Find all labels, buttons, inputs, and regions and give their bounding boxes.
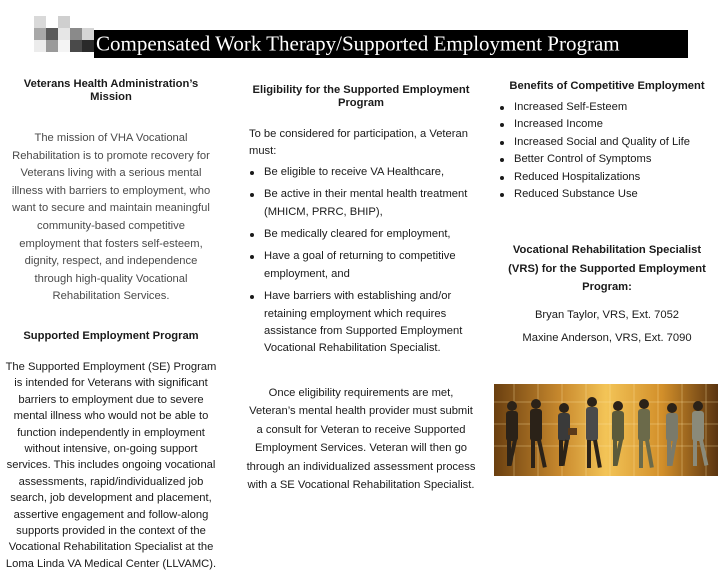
center-column — [246, 84, 476, 494]
list-item: Reduced Hospitalizations — [496, 169, 718, 186]
walking-figures-illustration — [494, 384, 718, 476]
eligibility-closing: Once eligibility requirements are met, Veteran’s mental health provider must submit a consult for Veteran to receive Supported Employment Services. Veteran will then go through an individualized assessment process with a SE Vocational Rehabilitation Specialist. — [246, 386, 476, 491]
veterans-walking-image — [494, 384, 718, 476]
list-item: Increased Self-Esteem — [496, 99, 718, 116]
list-item: Have barriers with establishing and/or retaining employment which requires assistance from Supported Employment Vocational Rehabilitation Specialist. — [246, 288, 476, 358]
vrs-contact: Bryan Taylor, VRS, Ext. 7052 — [534, 308, 680, 321]
list-item: Increased Social and Quality of Life — [496, 134, 718, 151]
benefits-heading: Benefits of Competitive Employment — [509, 80, 705, 92]
list-item: Increased Income — [496, 116, 718, 133]
eligibility-intro: To be considered for participation, a Veteran must: — [249, 128, 468, 158]
mission-body: The mission of VHA Vocational Rehabilitation is to promote recovery for Veterans living with a serious mental illness with barriers to employment, who want to secure and maintain meaningful community-based competitive employment that fosters self-esteem, dignity, respect, and independence through high-quality Vocational Rehabilitation Services. — [11, 132, 211, 303]
list-item: Be medically cleared for employment, — [246, 226, 476, 243]
se-program-body: The Supported Employment (SE) Program is intended for Veterans with significant barriers to employment due to severe mental illness who would not be able to function independently in employment without intensive, on-going support services. This includes ongoing vocational assessments, rapid/individualized job search, job development and placement, assertive engagement and follow-along supports provided in the context of the Vocational Rehabilitation Specialist at the Loma Linda VA Medical Center (LLVAMC). — [5, 360, 217, 570]
list-item: Have a goal of returning to competitive employment, and — [246, 248, 476, 283]
list-item: Better Control of Symptoms — [496, 151, 718, 168]
list-item: Reduced Substance Use — [496, 186, 718, 203]
eligibility-list — [246, 164, 476, 358]
list-item: Be eligible to receive VA Healthcare, — [246, 164, 476, 181]
eligibility-heading: Eligibility for the Supported Employment Program — [252, 84, 470, 109]
vrs-heading: Vocational Rehabilitation Specialist (VRS) for the Supported Employment Program: — [508, 244, 706, 294]
se-program-heading: Supported Employment Program — [23, 329, 199, 342]
vrs-contact: Maxine Anderson, VRS, Ext. 7090 — [522, 332, 692, 345]
mission-heading: Veterans Health Administration’s Mission — [23, 78, 199, 103]
benefits-list — [496, 99, 718, 203]
right-column — [496, 80, 718, 347]
list-item: Be active in their mental health treatment (MHICM, PRRC, BHIP), — [246, 186, 476, 221]
page-title: Compensated Work Therapy/Supported Employment Program — [96, 31, 620, 56]
mosaic-decoration — [34, 16, 94, 58]
left-column — [4, 78, 218, 572]
